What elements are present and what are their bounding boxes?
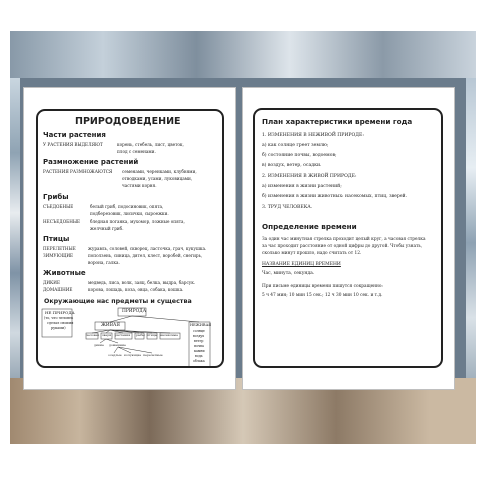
text: плод с семенами.: [117, 149, 156, 154]
section-heading: Размножение растений: [43, 158, 139, 166]
plan-subitem: а) как солнце греет землю;: [262, 143, 329, 148]
living-item: птицы: [147, 333, 158, 337]
living-item: насекомые: [160, 333, 178, 337]
section-heading: Части растения: [43, 131, 106, 139]
text: поползень, синица, дятел, клест, воробей, снегирь,: [88, 253, 203, 258]
text: корень, стебель, лист, цветок,: [117, 142, 184, 147]
cover-photo-top: [10, 31, 476, 78]
nonliving-item: солнце: [193, 329, 205, 333]
paragraph-line: 5 ч 47 мин; 10 мин 15 сек.; 12 ч 30 мин 10 сек. и т.д.: [262, 293, 383, 298]
nature-label: ПРИРОДА: [122, 309, 147, 314]
right-frame: [253, 108, 443, 368]
text: корова, лошадь, коза, овца, собака, кошка.: [88, 287, 184, 292]
nonliving-item: облака: [193, 359, 205, 363]
nonliving-item: воздух: [193, 334, 205, 338]
section-heading: Грибы: [43, 193, 69, 201]
paragraph-line: При письме единицы времени пишутся сокращенно:: [262, 284, 383, 289]
label: СЪЕДОБНЫЕ: [43, 204, 74, 209]
units-text: Час, минута, секунда.: [262, 271, 315, 276]
text: частями корня.: [122, 183, 157, 188]
label: ДОМАШНИЕ: [43, 287, 73, 292]
nonliving-item: ветер: [194, 339, 204, 343]
label: ПЕРЕЛЕТНЫЕ: [43, 246, 76, 251]
text: журавль, соловей, скворец, ласточка, грач, кукушка.: [88, 246, 207, 251]
label: РАСТЕНИЯ РАЗМНОЖАЮТСЯ: [43, 169, 113, 174]
not-nature-label: НЕ ПРИРОДА: [45, 310, 75, 315]
cover-photo-left: [10, 78, 20, 378]
text: бледная поганка, мухомор, ложные опята,: [90, 219, 185, 224]
label: ЗИМУЮЩИЕ: [43, 253, 74, 258]
living-item: растения: [115, 333, 131, 337]
bird-type: оседлые: [108, 353, 122, 357]
animal-type: домашние: [109, 343, 126, 347]
section-heading: Определение времени: [262, 222, 357, 231]
living-item: звери: [102, 333, 112, 337]
plan-subitem: а) изменения в жизни растений;: [262, 184, 342, 189]
page-title: ПРИРОДОВЕДЕНИЕ: [75, 116, 181, 127]
living-item: рыбы: [136, 333, 145, 337]
living-item: человек: [86, 333, 100, 337]
living-label: ЖИВАЯ: [101, 323, 120, 328]
plan-item: 1. ИЗМЕНЕНИЯ В НЕЖИВОЙ ПРИРОДЕ:: [262, 133, 364, 138]
label: ДИКИЕ: [43, 280, 61, 285]
section-heading: План характеристики времени года: [262, 117, 413, 126]
paragraph-line: сколько минут прошло, надо считать от 12.: [262, 251, 362, 256]
left-frame: [36, 109, 224, 368]
cover-photo-right: [466, 78, 476, 378]
label: У РАСТЕНИЯ ВЫДЕЛЯЮТ: [43, 142, 103, 147]
plan-item: 2. ИЗМЕНЕНИЯ В ЖИВОЙ ПРИРОДЕ:: [262, 174, 357, 179]
section-heading: Птицы: [43, 235, 70, 243]
bird-type: кочующие: [124, 353, 142, 357]
text: подберезовик, лисички, сыроежки.: [90, 211, 169, 216]
plan-subitem: в) воздух, ветер, осадки.: [262, 163, 322, 168]
section-heading: Окружающие нас предметы и существа: [44, 298, 192, 305]
left-page: [23, 87, 236, 390]
right-page: [242, 87, 455, 390]
plan-subitem: б) изменения в жизни животных: насекомых, птиц, зверей.: [262, 194, 408, 199]
text: медведь, лиса, волк, заяц, белка, выдра, барсук.: [88, 280, 196, 285]
nonliving-item: почва: [194, 344, 204, 348]
units-label: НАЗВАНИЕ ЕДИНИЦ ВРЕМЕНИ: [262, 262, 341, 267]
paragraph-line: За один час минутная стрелка проходит целый круг, а часовая стрелка: [262, 237, 426, 242]
note: руками): [51, 326, 66, 330]
bird-type: перелетные: [143, 353, 163, 357]
text: семенами, черенками, клубнями,: [122, 169, 197, 174]
nonliving-label: НЕЖИВАЯ: [190, 323, 212, 327]
note: (то, что человек: [44, 316, 74, 320]
text: отводками, усами, луковицами,: [122, 176, 193, 181]
note: сделал своими: [47, 321, 74, 325]
nonliving-item: вода: [195, 354, 203, 358]
text: желчный гриб.: [90, 226, 124, 231]
paragraph-line: за час проходит расстояние от одной цифры до другой. Чтобы узнать,: [262, 244, 423, 249]
plan-item: 3. ТРУД ЧЕЛОВЕКА.: [262, 205, 313, 210]
plan-subitem: б) состояние почвы, водоемов;: [262, 153, 337, 158]
text: ворона, галка.: [88, 260, 120, 265]
animal-type: дикие: [94, 343, 104, 347]
nonliving-item: камни: [194, 349, 205, 353]
label: НЕСЪЕДОБНЫЕ: [43, 219, 81, 224]
section-heading: Животные: [43, 269, 86, 277]
text: белый гриб, подосиновик, опята,: [90, 204, 164, 209]
